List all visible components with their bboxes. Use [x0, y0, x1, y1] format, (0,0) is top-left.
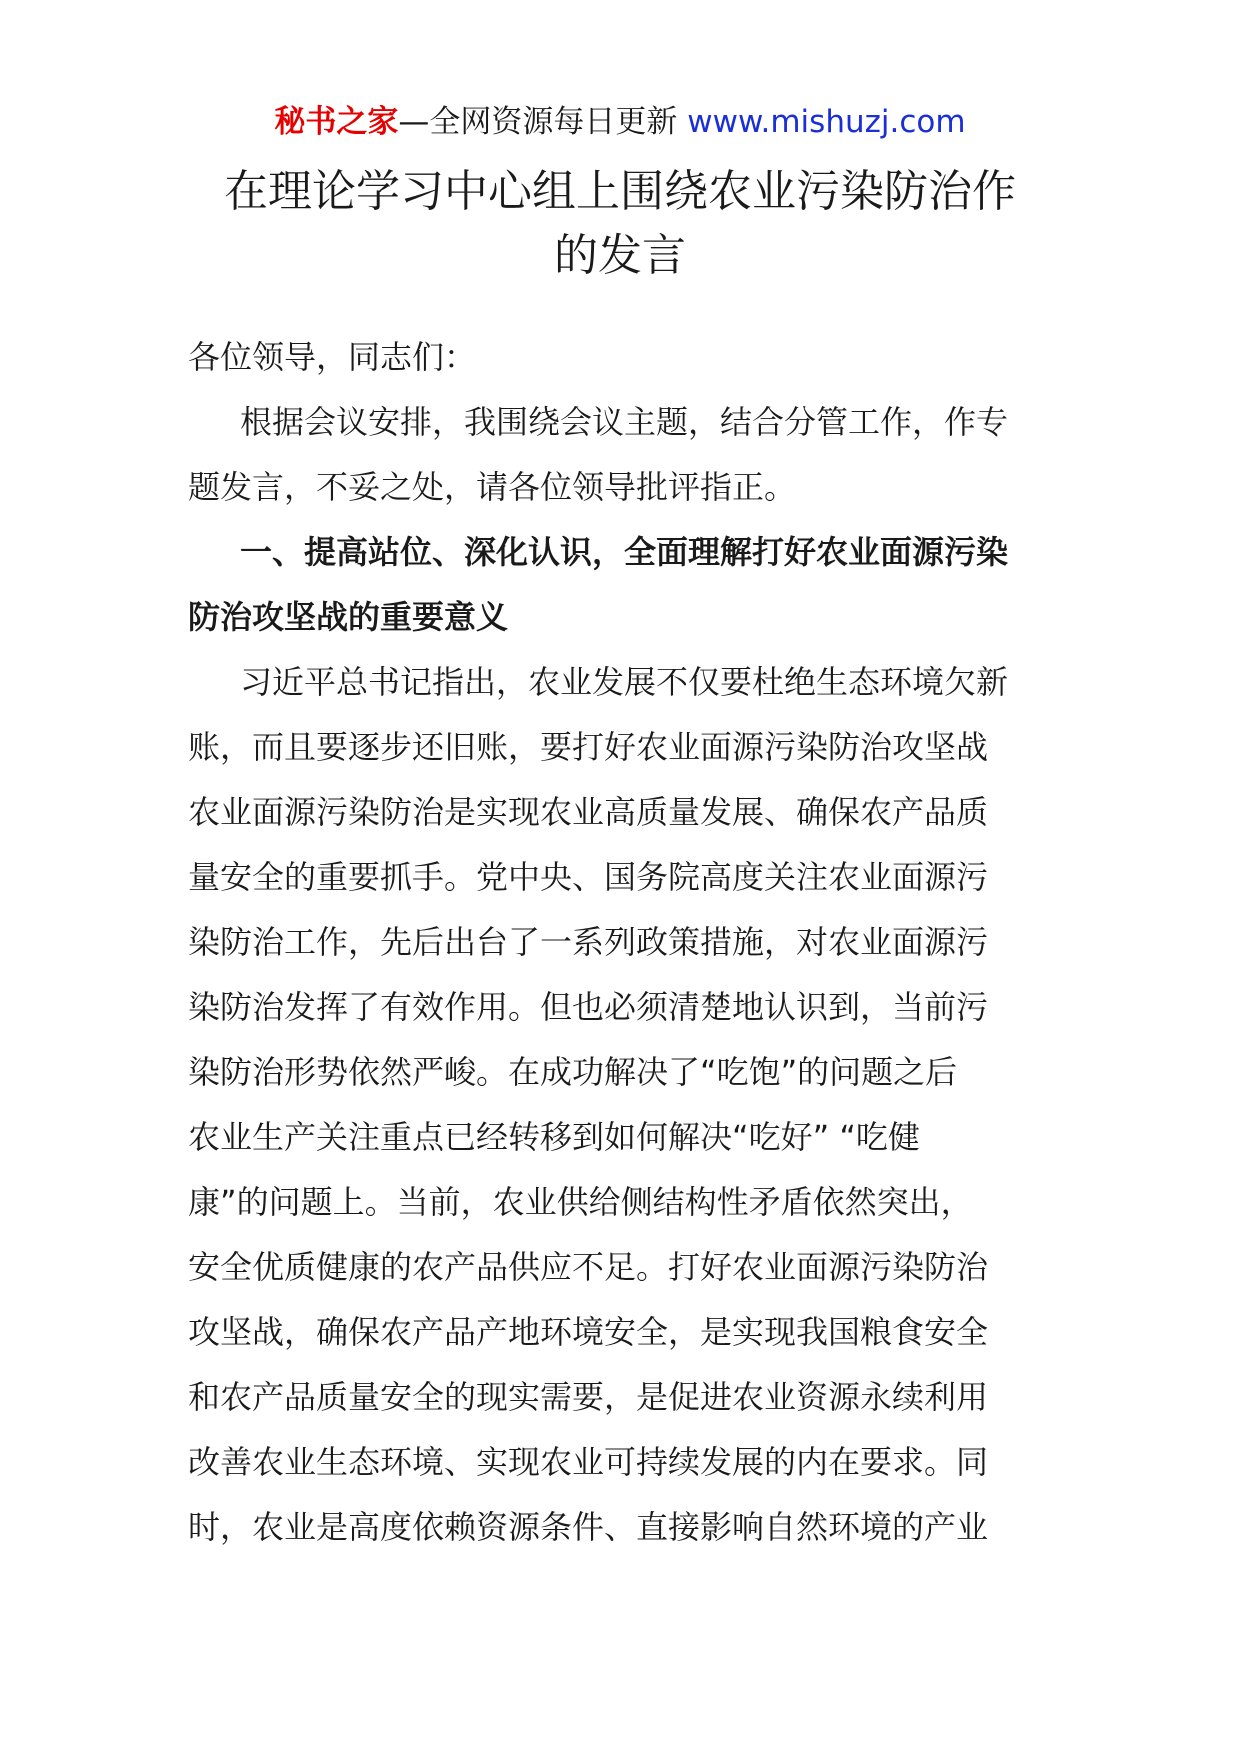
text-line: 习近平总书记指出，农业发展不仅要杜绝生态环境欠新 [240, 663, 1009, 701]
text-line: 和农产品质量安全的现实需要，是促进农业资源永续利用 [188, 1378, 989, 1416]
text-line: 题发言，不妥之处，请各位领导批评指正。 [188, 468, 797, 506]
text-line: 染防治发挥了有效作用。但也必须清楚地认识到，当前污 [188, 988, 989, 1026]
heading-line: 一、提高站位、深化认识，全面理解打好农业面源污染 [240, 533, 1009, 571]
text-line: 改善农业生态环境、实现农业可持续发展的内在要求。同 [188, 1443, 989, 1481]
text-line: 根据会议安排，我围绕会议主题，结合分管工作，作专 [240, 403, 1009, 441]
section-heading [188, 520, 1058, 650]
document-title [150, 160, 1090, 288]
text-line: 农业面源污染防治是实现农业高质量发展、确保农产品质 [188, 793, 989, 831]
text-line: 染防治工作，先后出台了一系列政策措施，对农业面源污 [188, 923, 989, 961]
text-line: 攻坚战，确保农产品产地环境安全，是实现我国粮食安全 [188, 1313, 989, 1351]
text-line: 时，农业是高度依赖资源条件、直接影响自然环境的产业 [188, 1508, 989, 1546]
text-line: 安全优质健康的农产品供应不足。打好农业面源污染防治 [188, 1248, 989, 1286]
section-paragraph [188, 650, 1058, 1560]
text-line: 康”的问题上。当前，农业供给侧结构性矛盾依然突出， [188, 1183, 973, 1221]
site-header [0, 100, 1240, 144]
text-line: 账，而且要逐步还旧账，要打好农业面源污染防治攻坚战 [188, 728, 989, 766]
salutation: 各位领导，同志们： [188, 338, 477, 376]
heading-line: 防治攻坚战的重要意义 [188, 598, 509, 636]
text-line: 农业生产关注重点已经转移到如何解决“吃好” “吃健 [188, 1118, 920, 1156]
site-url-link[interactable]: www.mishuzj.com [687, 104, 966, 140]
text-line: 染防治形势依然严峻。在成功解决了“吃饱”的问题之后 [188, 1053, 958, 1091]
brand-name: 秘书之家 [274, 104, 399, 140]
header-tagline: —全网资源每日更新 [398, 104, 678, 140]
intro-paragraph [188, 390, 1058, 520]
text-line: 量安全的重要抓手。党中央、国务院高度关注农业面源污 [188, 858, 989, 896]
title-line: 的发言 [554, 230, 686, 281]
document-body [188, 325, 1058, 1560]
title-line: 在理论学习中心组上围绕农业污染防治作 [224, 166, 1016, 217]
